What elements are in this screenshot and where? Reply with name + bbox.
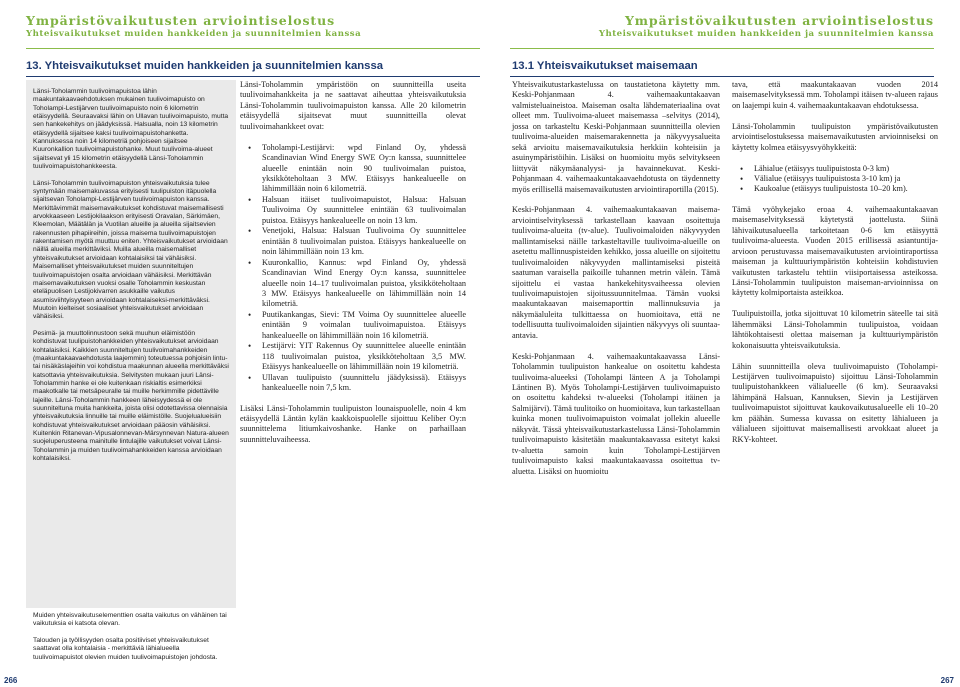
paragraph: Yhteisvaikutustarkastelussa on taustatietona käytetty mm. Keski-Pohjanmaan 4. vaihemaakuntakaavan valmisteluaineistoa. Maiseman osalta lähdemateriaalina ovat olleet mm. Tuulivoima-alueet maisemassa –selvitys (2014), jossa on tarkasteltu Keski-Pohjanmaan suunnitteilla olevien tuulivoima-alueiden maisemarakennetta ja näkyvyysalueita sekä arvioitu maisemavaikutuksia herkkiin kohteisiin ja asuinympäristöihin. Lisäksi on huomioitu myös selvitykseen liittyvät näkymäanalyysi- ja havainnekuvat. Keski-Pohjanmaan 4. vaihemaakuntakaavaehdotusta on täydennetty myös erillisellä maisemavaikutusten arviointiraportilla (2015). xyxy=(512,80,720,194)
paragraph: Lähin suunnitteilla oleva tuulivoimapuisto (Toholampi-Lestijärven tuulivoimapuisto) sijoittuu Länsi-Toholammin tuulipuistohankkeen välialueelle (6 km). Seuraavaksi lähimpänä Halsuan, Kannuksen, Sievin ja Lestijärven tuulivoimapuistot sijoittuvat kaukovaikutusalueelle eli 10–20 km päähän. Sumessa kuvassa on esitetty lähialueen ja välialueen sijoittuvat maisemallisesti arvokkaat alueet ja RKY-kohteet. xyxy=(732,361,938,444)
list-item: • Ullavan tuulipuisto (suunnittelu jäädyksissä). Etäisyys hankealueelle noin 7,5 km. xyxy=(262,373,466,394)
header-divider xyxy=(510,48,934,49)
paragraph: Länsi-Toholammin ympäristöön on suunnitteilla useita tuulivoimahankkeita ja ne saattavat aiheuttaa yhteisvaikutuksia Länsi-Toholammin tuulivoimapuiston kanssa. Alle 20 kilometrin etäisyydellä sijaitsevat muut suunnitteilla olevat tuulivoimahankkeet ovat: xyxy=(240,80,466,131)
column-2 xyxy=(240,80,466,456)
page-number-right: 267 xyxy=(940,676,954,685)
list-item: • Halsuan itäiset tuulivoimapuistot, Halsua: Halsuan Tuulivoima Oy suunnittelee enintään 63 tuulivoimalan puistoa. Etäisyys hankealueelle on noin 13 km. xyxy=(262,195,466,226)
header-divider xyxy=(26,48,480,49)
list-item: • Puutikankangas, Sievi: TM Voima Oy suunnittelee alueelle enintään 9 voimalan tuulivoimapuistoa. Etäisyys hankealueelle on lähimmillään noin 16 kilometriä. xyxy=(262,310,466,341)
summary-paragraph: Länsi-Toholammin tuulivoimapuiston yhteisvaikutuksia tulee syntymään maisemakuvassa erityisesti tuulipuiston itäpuolella sijaitsevan Toholampi-Lestijärven tuulivoimapuiston kanssa. Merkittävimmät maisemavaikutukset kohdistuvat maisemallisesti arvokkaaseen Lestijokilaakson erityisesti Oravalan, Särkimäen, Kleemolan, Määtälän ja Vuotilan alueille ja alueilla sijaitsevien rakennusten pihapiireihin, joissa maisema tuulivoimapuistojen rakentamisen myötä muuttuu eniten. Yhteisvaikutukset arvioidaan näillä alueilla merkittäviksi. Muilla alueilla maisemalliset yhteisvaikutukset arvioidaan kohtalaisiksi tai vähäisiksi. Maisemalliset yhteisvaikutukset muiden suunniteltujen tuulivoimapuistojen osalta arvioidaan vähäisiksi. Merkittävän maisemavaikutuksen vuoksi osalle Toholammin keskustan eteläpuolisen Lestijokivarren asukkaille vaikutus asumisviihtyisyyteen arvioidaan kohtalaiseksi-merkittäväksi. Muutoin kielteiset sosiaaliset yhteisvaikutukset arvioidaan vähäisiksi. xyxy=(33,179,228,321)
page-number-left: 266 xyxy=(4,676,18,685)
running-header-title: Ympäristövaikutusten arviointiselostus xyxy=(26,13,336,28)
paragraph: Länsi-Toholammin tuulipuiston ympäristövaikutusten arviointiselostuksessa maisemavaikutusten arvioinniseksi on käytetty kolmea etäisyysvyöhykkeitä: xyxy=(732,121,938,152)
running-header-subtitle: Yhteisvaikutukset muiden hankkeiden ja suunnitelmien kanssa xyxy=(26,29,362,39)
zone-list xyxy=(732,164,938,195)
summary-paragraph: Pesimä- ja muuttolinnustoon sekä muuhun eläimistöön kohdistuvat tuulipuistohankkeiden yhteisvaikutukset arvioidaan kohtalaisiksi. Kaikkien suunniteltujen tuulivoimahankkeiden (maakuntakaavaehdotusta laajemmin) toteutuessa pohjoisin lintu- tai nisäkäslajeihin voi kohdistua maakunnan alueella merkittäväksi katsottavia yhteisvaikutuksia. Selvitysten mukaan juuri Länsi-Toholammin hanke ei ole kuitenkaan riskialtis esimerkiksi maakotkalle tai metsäpeuralle tai muille herkimmille pidettäville lajeille. Länsi-Toholammin hankkeen läheisyydessä ei ole suunniteltuna muita hankkeita, joista olisi odotettavissa olennaisia yhteisvaikutuksia linnuille tai muille eläimistölle. Suojelualueisiin kohdistuvat yhteisvaikutukset arvioidaan pääosin vähäisiksi. Kuitenkin Ritanevan-Vipusalonnevan-Märsynnevan Natura-alueen suojeluperusteena mainitulle lintulajille vaikutukset voivat Länsi-Toholammin ja muiden tuulivoimahankkeiden kanssa arvioidaan kohtalaisiksi. xyxy=(33,329,229,463)
running-header-left xyxy=(26,14,361,40)
list-item: • Venetjoki, Halsua: Halsuan Tuulivoima Oy suunnittelee enintään 8 tuulivoimalan puistoa. Etäisyys hankealueelle on noin lähimmillään noin 13 km. xyxy=(262,226,466,257)
list-item: • Lestijärvi: YIT Rakennus Oy suunnittelee alueelle enintään 118 tuulivoimalan puistoa, yksikköteholtaan 3,5 MW. Etäisyys hankealueelle on lähimmillään noin 19 kilometriä. xyxy=(262,341,466,372)
column-3 xyxy=(512,80,720,487)
paragraph: Keski-Pohjanmaan 4. vaihemaakuntakaavan maisema-arviointiselvityksessä tarkastellaan kaavaan osoitettuja tuulivoima-alueita (tv-alue). Tuulivoimaloiden näkyvyyden mallintamiseksi näille tarkasteltaville tuulivoima-alueille on asetettu mallinnuspisteiden kehikko, jossa alueille on sijoitettu tuulivoimaloiden näkyvyyden mallintamiseksi pisteitä saatuman varaisella paikoille tuhannen metrin välein. Tämä sijoittelu ei vastaa hankekehitysvaiheessa olevien tuulivoimapuistojen sijoitussuunnitelmaa. Tämän vuoksi maakuntakaavan maisemaporttin mallinnuksuvia ja näkymäaluleita tulkittaessa on huomioitava, että ne todellisuutta tuulivoimaloiden sijaintien näkyvyys oli suuntaa-antavia. xyxy=(512,205,720,340)
running-header-subtitle: Yhteisvaikutukset muiden hankkeiden ja suunnitelmien kanssa xyxy=(598,29,934,39)
summary-paragraph: Länsi-Toholammin tuulivoimapuistoa lähin maakuntakaavaehdotuksen mukainen tuulivoimapuisto on Toholampi-Lestijärven tuulivoimapuisto noin 6 kilometrin etäisyydellä. Seuraavaksi lähin on Ullavan tuulivoimapuisto, mutta sen hankekehitys on jäädyksissä. Halsualla, noin 13 kilometrin etäisyydellä sijaitsee kaksi tuulivoimapuistohanketta. Kannuksessa noin 14 kilometriä pohjoiseen sijaitsee Kuuronkallion tuulivoimapuistohanke. Muut tuulivoima-alueet sijaitsevat yli 15 kilometrin etäisyydellä Länsi-Toholammin tuulivoimapuistohankkeesta. xyxy=(33,88,229,171)
below-box-text xyxy=(33,612,231,670)
paragraph: tava, että maakuntakaavan vuoden 2014 maisemaselvityksessä mm. Toholampi itäisen tv-alueen rajaus on laajempi kuin 4. vaihemaakuntakaavan ehdotuksessa. xyxy=(732,80,938,110)
paragraph: Lisäksi Länsi-Toholammin tuulipuiston lounaispuolelle, noin 4 km etäisyydellä Läntän kylän kaakkoispuolelle sijoittuu Keliber Oy:n suunnittelema litiumkaivoshanke. Hanke on parhaillaan suunnitteluvaiheessa. xyxy=(240,403,466,444)
list-item: • Kuuronkallio, Kannus: wpd Finland Oy, yhdessä Scandinavian Wind Energy Oy:n kanssa, suunnittelee alueelle noin 14–17 tuulivoimalan puistoa, yksikköteholtaan 3 MW. Etäisyys hankealueelle on lähimmillään noin 14 kilometriä. xyxy=(262,258,466,310)
column-4 xyxy=(732,80,938,456)
list-item: • Toholampi-Lestijärvi: wpd Finland Oy, yhdessä Scandinavian Wind Energy SWE Oy:n kanssa, suunnittelee alueelle enintään noin 90 tuulivoimalan puistoa, yksikköteholtaan 3 MW. Etäisyys hankealueelle on lähimmillään noin 6 kilometriä. xyxy=(262,143,466,195)
paragraph: Muiden yhteisvaikutuselementtien osalta vaikutus on vähäinen tai vaikutuksia ei katsota olevan. xyxy=(33,612,227,628)
summary-box xyxy=(26,80,236,608)
running-header-right xyxy=(599,14,934,40)
paragraph: Keski-Pohjanmaan 4. vaihemaakuntakaavassa Länsi-Toholammin tuulipuiston hankealue on osoitettu kahdesta tuulivoima-alueeksi (Toholampi länteen A ja Toholampi Läntinen B). Myös Toholampi-Lestijärven tuulivoimapuisto on osoitettu kahdeksi tv-alueeksi (Toholampi itäinen ja Salmijärvi). Tämä tuulitoiko on huomioitava, kun tarkastellaan kuinka monen tuulivoimapuiston voimalat jollekin alueelle näkyvät. Tässä yhteisvaikutustarkastelussa Länsi-Toholammin tuulivoimapuisto käsitetään maakuntakaavassa esitetyt kaksi tv-aluetta samoin kuin Toholampi-Lestijärven tuulivoimapuisto kaksi maakuntakaavassa osoitettua tv-aluetta. Lisäksi on huomioitu xyxy=(512,351,720,476)
list-item: • Lähialue (etäisyys tuulipuistosta 0-3 km) xyxy=(754,164,938,174)
running-header-title: Ympäristövaikutusten arviointiselostus xyxy=(624,13,934,28)
section-title-13-1: 13.1 Yhteisvaikutukset maisemaan xyxy=(512,60,698,72)
paragraph: Tuulipuistoilla, jotka sijoittuvat 10 kilometrin säteelle tai sitä lähemmäksi Länsi-Toholammin tuulipuistoa, voidaan lähtökohtaisesti olettaa maiseman ja kulttuuriympäristön kokonaisuutta yhteisvaikutuksia. xyxy=(732,309,938,350)
section-underline xyxy=(510,76,934,77)
list-item: • Kaukoalue (etäisyys tuulipuistosta 10–20 km). xyxy=(754,184,938,194)
project-list xyxy=(240,143,466,394)
paragraph: Tämä vyöhykejako eroaa 4. vaihemaakuntakaavan maisemaselvityksessä käytetystä jaottelusta. Siinä lähivaikutusalueella tarkoitetaan 0-6 km etäisyyttä tuulivoima-alueesta. Vuoden 2015 erillisessä asiantuntija-arvioon perustuvassa maisemavaikutusten arviointiraportissa maiseman ja kulttuuriympäristön kohteisiin kohdistuvien vaikutusten tarkastelu tehtiin viisiportaisessa asteikossa. Länsi-Toholammin tuulipuiston maiseman-arvioinnissa on käytetty kolmiportaista asteikkoa. xyxy=(732,204,938,298)
paragraph: Talouden ja työllisyyden osalta positiiviset yhteisvaikutukset saattavat olla kohtalaisia - merkittäviä lähialueella tuulivoimapuistot olevien muiden tuulivoimapuistojen johdosta. xyxy=(33,636,218,661)
section-title-13: 13. Yhteisvaikutukset muiden hankkeiden ja suunnitelmien kanssa xyxy=(26,60,384,72)
list-item: • Välialue (etäisyys tuulipuistosta 3-10 km) ja xyxy=(754,174,938,184)
section-underline xyxy=(26,76,480,77)
